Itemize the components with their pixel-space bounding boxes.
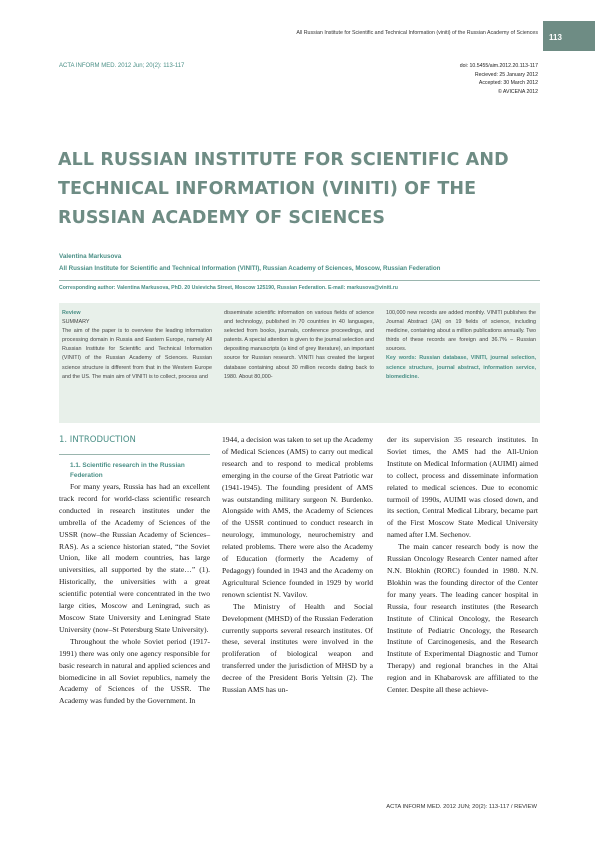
abstract-box [59, 303, 540, 423]
article-type-label: Review [62, 310, 81, 316]
abstract-column-3 [386, 309, 536, 382]
body-paragraph: The Ministry of Health and Social Development (MHSD) of the Russian Federation currently supports several research institutes. Of these, several institutes were involved in the proliferation of biological weapon and transferred under the jurisdiction of MHSD by a decree of the President Boris Yeltsin (2). The Russian AMS has un- [222, 601, 373, 695]
section-divider [59, 454, 210, 455]
body-paragraph: der its supervision 35 research institutes. In Soviet times, the AMS had the All-Union Institute on Medical Information (AUIMI) aimed to collect, process and disseminate information related to medical sciences. Due to economic turmoil of 1990s, AUIMI was closed down, and its section, Central Medical Library, became part of the First Moscow State Medical University named after I.M. Sechenov. [387, 435, 538, 540]
abstract-column-2 [224, 309, 374, 382]
page-number: 113 [549, 33, 562, 42]
body-paragraph: 1944, a decision was taken to set up the Academy of Medical Sciences (AMS) to carry out medical research and to respond to medical problems emerging in the course of the Great Patriotic war (1941-1945). The founding president of AMS was outstanding military surgeon N. Burdenko. Alongside with AMS, the Academy of Sciences of the USSR continued to conduct research in neurology, immunology, neurochemistry and related problems. There were also the Academy of Education (formerly the Academy of Pedagogy) founded in 1943 and the Academy on Agricultural Science founded in 1929 by world renown scientist N. Vavilov. [222, 435, 373, 599]
received-date: Recieved: 25 January 2012 [474, 71, 538, 78]
body-paragraph: Throughout the whole Soviet period (1917-1991) there was only one agency responsible for basic research in natural and applied sciences and biomedicine in all Soviet republics, namely the Academy of Sciences of the USSR. The Academy was funded by the Government. In [59, 636, 210, 706]
abstract-column-1 [62, 309, 212, 382]
accepted-date: Accepted: 30 March 2012 [478, 80, 538, 86]
doi: doi: 10.5455/aim.2012.20.113-117 [459, 63, 538, 69]
copyright: © AVICENA 2012 [497, 88, 538, 95]
subsection-heading: 1.1. Scientific research in the Russian Federation [70, 462, 185, 479]
doi-block [460, 62, 538, 96]
journal-citation: ACTA INFORM MED. 2012 Jun; 20(2): 113-117 [59, 63, 185, 69]
abstract-text-1: The aim of the paper is to overview the leading information processing domain in Russia and Eastern Europe, namely All Russian Institute for Scientific and Technical Information (VINITI) of the Russian Academy of Sciences. Russian science structure is different from that in the Western Europe and the US. The main aim of VINITI is to collect, process and [62, 328, 212, 380]
body-paragraph: The main cancer research body is now the Russian Oncology Research Center named after N.N. Blokhin (RORC) founded in 1980. N.N. Blokhin was the founding director of the Center for many years. The leading cancer hospital in Russia, four research institutes (the Research Institute of Clinical Oncology, the Research Institute of Pediatric Oncology, the Research Institute of Carcinogenesis, and the Research Institute of Experimental Diagnostic and Tumor Therapy) and regional branches in the Altai region and in Khabarovsk are affiliated to the Center. Despite all these achieve- [387, 542, 538, 695]
article-title: ALL RUSSIAN INSTITUTE FOR SCIENTIFIC AND TECHNICAL INFORMATION (VINITI) OF THE RUSSIAN ACADEMY OF SCIENCES [58, 150, 509, 228]
body-column-1 [59, 434, 210, 707]
summary-label: SUMMARY [62, 319, 90, 326]
author-affiliation: All Russian Institute for Scientific and Technical Information (VINITI), Russian Academy of Sciences, Moscow, Russian Federation [59, 265, 441, 272]
page-number-tab [543, 21, 595, 51]
abstract-text-2: disseminate scientific information on various fields of science and technology, published in 70 countries in 40 languages, selected from books, journals, conference proceedings, and patents. A special attention is given to the journal selection and depositing manuscripts (a kind of grey literature), an important source for Russian research. VINITI has created the largest database containing about 30 million records dating back to 1980. About 80,000- [224, 310, 374, 380]
abstract-text-3: 100,000 new records are added monthly. VINITI publishes the Journal Abstract (JA) on 19 fields of science, including medicine, containing about a million publications annually. Two thirds of these records are foreign and 36.7% – Russian sources. [386, 310, 536, 353]
section-heading: 1. INTRODUCTION [59, 435, 136, 445]
body-column-3 [387, 434, 538, 696]
corresponding-author: Corresponding author: Valentina Markusova, PhD. 20 Usievicha Street, Moscow 125190, Russian Federation. E-mail: markusova@viniti.ru [59, 285, 398, 291]
running-head: All Russian Institute for Scientific and Technical Information (viniti) of the Russian Academy of Sciences [296, 30, 538, 36]
author-name: Valentina Markusova [59, 253, 122, 260]
page-footer: ACTA INFORM MED. 2012 JUN; 20(2): 113-117 / REVIEW [386, 804, 537, 810]
body-paragraph: For many years, Russia has had an excellent track record for world-class scientific research conducted in research institutes under the umbrella of the Academy of Sciences of the USSR (now–the Russian Academy of Sciences–RAS). As a science historian stated, “the Soviet Union, like all modern countries, has large universities, all supported by the state…” (1). Historically, the universities with a great scientific potential were concentrated in the two large cities, Moscow and Leningrad, such as Moscow State University and Leningrad State University (now–St Petersburg State University). [59, 482, 210, 634]
body-column-2 [222, 434, 373, 696]
keywords: Key words: Russian database, VINITI, journal selection, science structure, journal abstract, information service, biomedicine. [386, 355, 536, 380]
divider [59, 280, 540, 281]
